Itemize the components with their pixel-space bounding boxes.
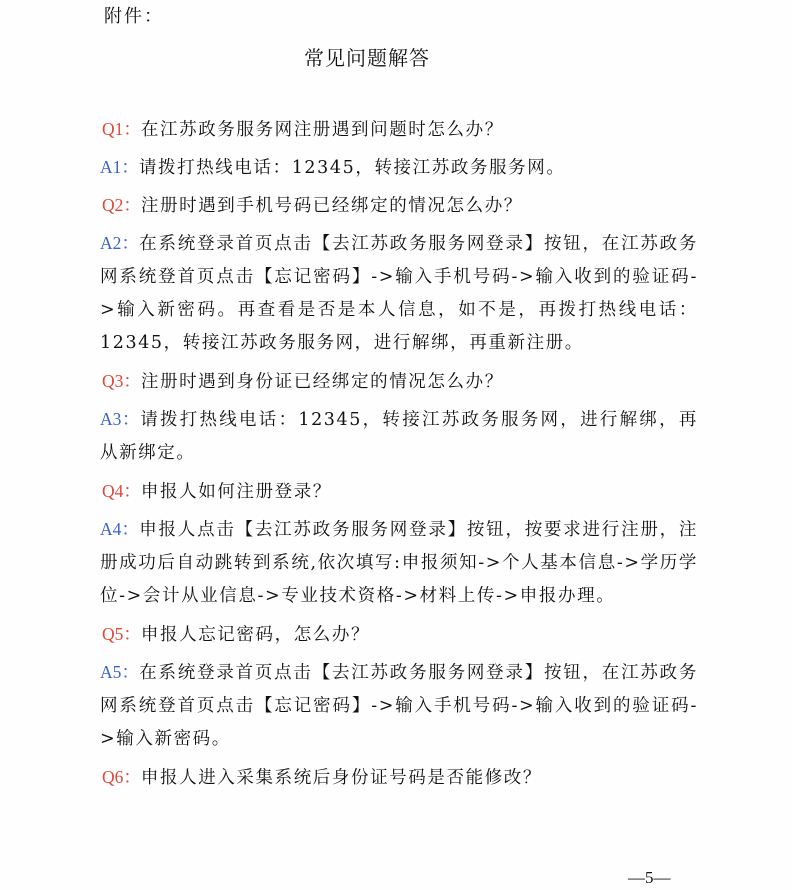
page-number: —5— [628,868,671,887]
answer-label: A4： [100,519,140,539]
question-label: Q3： [102,371,141,391]
answer-text: 在系统登录首页点击【去江苏政务服务网登录】按钮，在江苏政务网系统登首页点击【忘记密码】->输入手机号码->输入收到的验证码->输入新密码。 [100,663,699,749]
page-title: 常见问题解答 [304,46,430,70]
question-5 [0,618,702,652]
answer-label: A1： [100,157,139,177]
question-6 [0,761,702,795]
answer-label: A3： [100,409,141,429]
question-text: 注册时遇到手机号码已经绑定的情况怎么办？ [140,196,523,216]
faq-list [0,113,792,799]
question-3 [0,365,702,399]
question-text: 在江苏政务服务网注册遇到问题时怎么办？ [140,120,504,140]
attachment-label: 附件： [104,6,164,27]
answer-text: 申报人点击【去江苏政务服务网登录】按钮，按要求进行注册，注册成功后自动跳转到系统,依次填写:申报须知->个人基本信息->学历学位->会计从业信息->专业技术资格->材料上传->申报办理。 [100,520,699,606]
answer-label: A2： [100,233,140,253]
question-1 [0,113,702,147]
answer-label: A5： [100,662,140,682]
question-label: Q4： [102,481,141,501]
question-text: 申报人进入采集系统后身份证号码是否能修改？ [140,768,542,788]
answer-5 [0,656,698,756]
question-2 [0,189,702,223]
question-label: Q6： [102,767,141,787]
question-label: Q2： [102,195,141,215]
question-label: Q5： [102,624,141,644]
question-text: 申报人忘记密码，怎么办？ [140,625,371,645]
question-label: Q1： [102,119,141,139]
answer-text: 请拨打热线电话：12345，转接江苏政务服务网，进行解绑，再从新绑定。 [100,410,698,463]
question-4 [0,475,702,509]
question-text: 注册时遇到身份证已经绑定的情况怎么办？ [140,372,504,392]
answer-3 [0,403,698,470]
answer-4 [0,513,698,613]
answer-text: 在系统登录首页点击【去江苏政务服务网登录】按钮，在江苏政务网系统登首页点击【忘记密码】->输入手机号码->输入收到的验证码->输入新密码。再查看是否是本人信息，如不是，再拨打热线电话：12345，转接江苏政务服务网，进行解绑，再重新注册。 [100,234,699,353]
question-text: 申报人如何注册登录？ [140,482,332,502]
answer-2 [0,227,698,360]
answer-text: 请拨打热线电话：12345，转接江苏政务服务网。 [138,158,566,178]
answer-1 [0,151,698,185]
